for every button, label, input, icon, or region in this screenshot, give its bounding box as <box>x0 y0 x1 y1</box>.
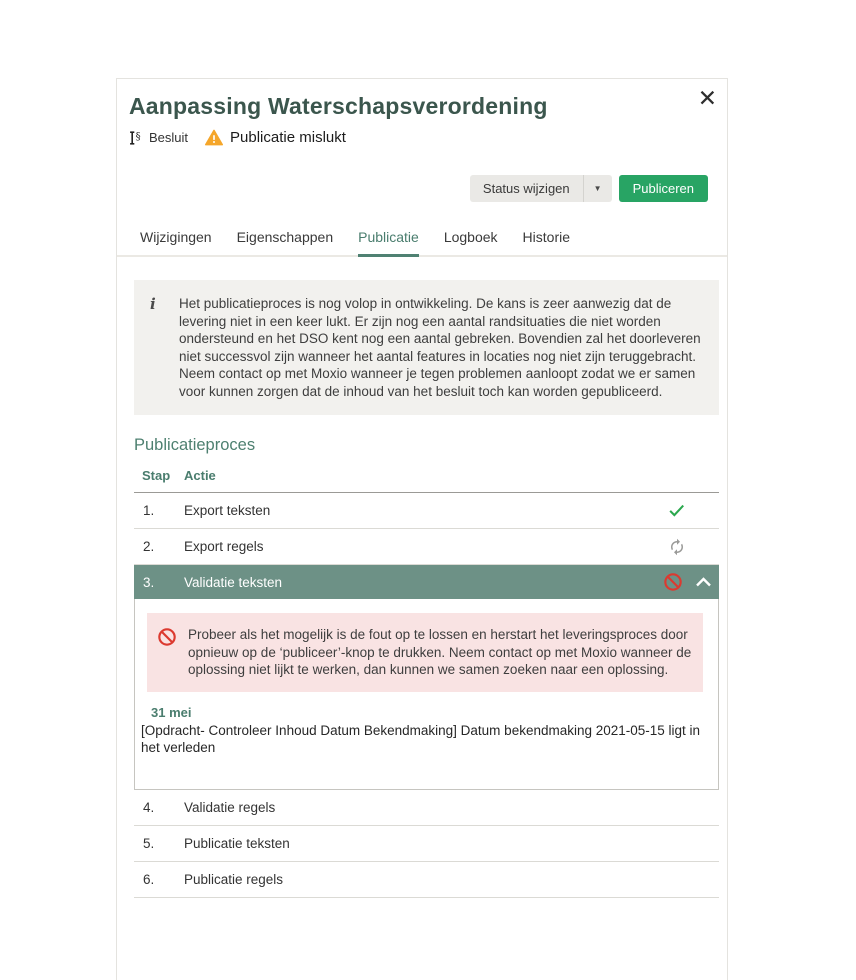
svg-text:§: § <box>135 131 141 142</box>
table-row-export-teksten[interactable] <box>134 493 719 529</box>
step-number: 5. <box>143 835 155 851</box>
step-action: Validatie regels <box>184 799 276 815</box>
step-number: 3. <box>143 574 155 590</box>
step-action: Export regels <box>184 539 264 554</box>
table-row-export-regels[interactable] <box>134 529 719 565</box>
log-message: [Opdracht- Controleer Inhoud Datum Bekendmaking] Datum bekendmaking 2021-05-15 ligt in het verleden <box>141 722 701 755</box>
tab-historie[interactable]: Historie <box>522 229 571 245</box>
step-action: Validatie teksten <box>184 574 283 590</box>
error-detail-panel <box>134 599 719 790</box>
modal-header <box>117 79 727 202</box>
meta-row <box>129 129 713 146</box>
success-check-icon <box>667 501 686 520</box>
step-number: 1. <box>143 503 155 518</box>
column-step: Stap <box>142 468 171 483</box>
table-header <box>134 468 719 493</box>
dropdown-caret-icon[interactable]: ▼ <box>583 175 612 202</box>
tab-content <box>117 257 727 898</box>
step-number: 4. <box>143 799 155 815</box>
tab-wijzigingen[interactable]: Wijzigingen <box>140 229 212 245</box>
blocked-icon <box>157 627 177 679</box>
publication-status <box>205 129 346 146</box>
blocked-icon <box>663 572 683 592</box>
column-action: Actie <box>184 468 216 483</box>
besluit-label: Besluit <box>149 130 189 145</box>
warning-icon <box>205 129 223 146</box>
info-box <box>134 280 719 415</box>
info-icon: i <box>150 295 156 313</box>
info-text: Het publicatieproces is nog volop in ontwikkeling. De kans is zeer aanwezig dat de levering niet in een keer lukt. Er zijn nog een aantal randsituaties die niet worden ondersteund en het DSO kent nog een aantal gebreken. Bovendien zal het doorleveren niet successvol zijn wanneer het aantal features in locaties nog niet zijn teruggebracht. Neem contact op met Moxio wanneer je tegen problemen aanloopt zodat we er samen voor kunnen zorgen dat de inhoud van het besluit toch kan worden gepubliceerd. <box>179 296 701 399</box>
tab-logboek[interactable]: Logboek <box>443 229 498 245</box>
tab-bar <box>117 229 727 257</box>
error-alert <box>147 613 703 692</box>
table-row-validatie-regels[interactable] <box>134 790 719 826</box>
section-heading: Publicatieproces <box>134 436 256 454</box>
step-action: Export teksten <box>184 503 271 518</box>
status-text: Publicatie mislukt <box>230 129 346 146</box>
page-title: Aanpassing Waterschapsverordening <box>129 93 548 119</box>
besluit-type-icon <box>129 130 144 146</box>
toolbar <box>129 175 713 202</box>
step-action: Publicatie regels <box>184 871 284 887</box>
sync-icon <box>668 538 686 556</box>
tab-publicatie[interactable]: Publicatie <box>358 229 419 257</box>
besluit-modal <box>116 78 728 980</box>
table-row-publicatie-regels[interactable] <box>134 862 719 898</box>
status-change-label: Status wijzigen <box>482 181 570 196</box>
table-row-validatie-teksten[interactable] <box>134 565 719 599</box>
log-date: 31 mei <box>151 704 192 720</box>
step-action: Publicatie teksten <box>184 835 290 851</box>
step-number: 2. <box>143 539 155 554</box>
error-message: Probeer als het mogelijk is de fout op te lossen en herstart het leveringsproces door opnieuw op de ‘publiceer’-knop te drukken. Neem contact op met Moxio wanneer de oplossing niet lijkt te werken, dan kunnen we samen zoeken naar een oplossing. <box>188 627 692 677</box>
table-row-publicatie-teksten[interactable] <box>134 826 719 862</box>
chevron-up-icon[interactable] <box>695 576 712 588</box>
status-change-button[interactable] <box>470 175 612 202</box>
tab-eigenschappen[interactable]: Eigenschappen <box>236 229 334 245</box>
step-number: 6. <box>143 871 155 887</box>
close-button[interactable]: ✕ <box>697 85 717 111</box>
publish-button[interactable]: Publiceren <box>619 175 708 202</box>
